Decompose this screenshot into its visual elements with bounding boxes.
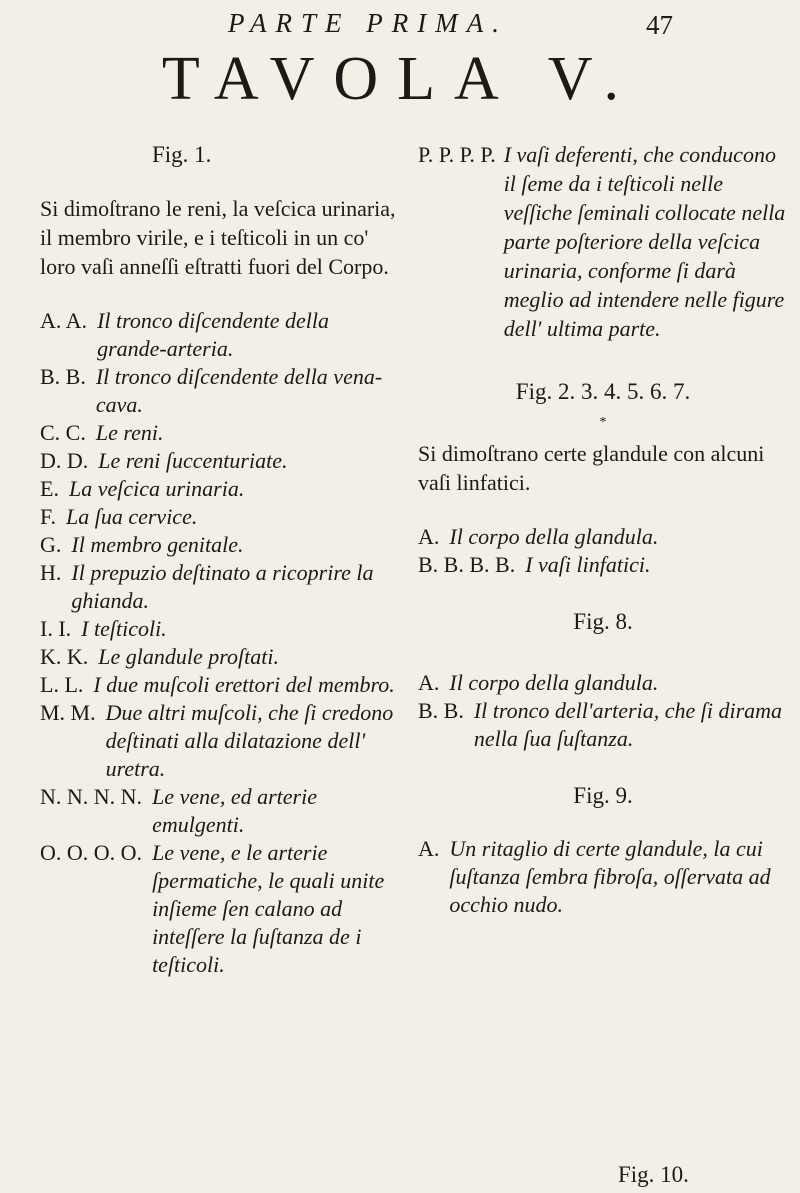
legend-item	[40, 363, 400, 419]
legend-item	[418, 835, 788, 919]
fig-1-heading: Fig. 1.	[152, 142, 212, 167]
legend-key: B. B.	[40, 364, 86, 389]
right-column	[418, 130, 788, 919]
legend-item	[40, 783, 400, 839]
legend-desc: Le reni ſuccenturiate.	[98, 448, 288, 473]
legend-item	[40, 419, 400, 447]
legend-desc: Le glandule proſtati.	[98, 644, 279, 669]
legend-item	[418, 697, 788, 753]
fig-8-heading: Fig. 8.	[573, 609, 633, 634]
legend-key: P. P. P. P.	[418, 142, 496, 167]
left-column	[40, 130, 400, 979]
legend-key: H.	[40, 560, 62, 585]
legend-item	[40, 531, 400, 559]
legend-desc: Le vene, ed arterie emulgenti.	[152, 784, 317, 837]
legend-item	[40, 447, 400, 475]
legend-desc: Le reni.	[95, 420, 164, 445]
legend-desc: Il membro genitale.	[71, 532, 244, 557]
legend-item	[40, 615, 400, 643]
legend-desc: Il tronco diſcendente della vena-cava.	[95, 364, 383, 417]
legend-desc: Il tronco diſcendente della grande-arteria.	[97, 308, 330, 361]
legend-desc: Il prepuzio deſtinato a ricoprire la ghianda.	[71, 560, 374, 613]
fig-9-heading: Fig. 9.	[573, 783, 633, 808]
legend-desc: Il corpo della glandula.	[449, 670, 659, 695]
legend-key: M. M.	[40, 700, 96, 725]
legend-item	[40, 307, 400, 363]
legend-key: F.	[40, 504, 56, 529]
fig-2-7-heading: Fig. 2. 3. 4. 5. 6. 7.	[515, 379, 691, 404]
legend-desc: Un ritaglio di certe glandule, la cui ſuſtanza ſembra fibroſa, oſſervata ad occhio nudo.	[449, 836, 771, 917]
legend-desc: I teſticoli.	[81, 616, 167, 641]
legend-desc: Il tronco dell'arteria, che ſi dirama nella ſua ſuſtanza.	[473, 698, 783, 751]
legend-item	[40, 839, 400, 979]
legend-key: I. I.	[40, 616, 72, 641]
asterisk-mark: *	[599, 415, 607, 430]
legend-desc: La ſua cervice.	[65, 504, 198, 529]
page-number: 47	[646, 10, 673, 40]
legend-item	[418, 669, 788, 697]
fig-2-7-intro: Si dimoſtrano certe glandule con alcuni vaſi linfatici.	[418, 441, 765, 495]
legend-key: B. B. B. B.	[418, 552, 516, 577]
fig-10-catchword: Fig. 10.	[618, 1162, 689, 1187]
legend-item	[40, 699, 400, 783]
legend-desc: La veſcica urinaria.	[68, 476, 245, 501]
legend-key: N. N. N. N.	[40, 784, 143, 809]
legend-desc: I vaſi deferenti, che conducono il ſeme da i teſticoli nelle veſſiche ſeminali collocate nella parte poſteriore della veſcica urinaria, conforme ſi darà meglio ad intendere nelle figure dell' ultima parte.	[503, 142, 786, 341]
legend-item	[418, 140, 788, 343]
legend-key: D. D.	[40, 448, 89, 473]
legend-desc: Due altri muſcoli, che ſi credono deſtinati alla dilatazione dell' uretra.	[105, 700, 394, 781]
legend-key: K. K.	[40, 644, 89, 669]
legend-item	[40, 559, 400, 615]
legend-desc: I due muſcoli erettori del membro.	[93, 672, 395, 697]
legend-item	[40, 643, 400, 671]
legend-desc: Le vene, e le arterie ſpermatiche, le quali unite inſieme ſen calano ad inteſſere la ſuſtanza de i teſticoli.	[152, 840, 385, 977]
legend-key: A.	[418, 836, 440, 861]
legend-item	[40, 671, 400, 699]
legend-key: O. O. O. O.	[40, 840, 143, 865]
legend-key: G.	[40, 532, 62, 557]
legend-item	[40, 475, 400, 503]
legend-key: B. B.	[418, 698, 464, 723]
legend-desc: I vaſi linfatici.	[525, 552, 651, 577]
legend-key: A.	[418, 670, 440, 695]
legend-key: E.	[40, 476, 59, 501]
fig-1-intro: Si dimoſtrano le reni, la veſcica urinaria, il membro virile, e i teſticoli in un co' loro vaſi anneſſi eſtratti fuori del Corpo.	[40, 196, 396, 279]
legend-item	[40, 503, 400, 531]
legend-desc: Il corpo della glandula.	[449, 524, 659, 549]
fig-1-legend	[40, 307, 400, 979]
plate-title: TAVOLA V.	[161, 45, 639, 113]
legend-key: C. C.	[40, 420, 86, 445]
legend-key: A.	[418, 524, 440, 549]
running-head: PARTE PRIMA.	[228, 8, 508, 38]
legend-item	[418, 551, 788, 579]
legend-key: A. A.	[40, 308, 88, 333]
legend-item	[418, 523, 788, 551]
legend-key: L. L.	[40, 672, 84, 697]
